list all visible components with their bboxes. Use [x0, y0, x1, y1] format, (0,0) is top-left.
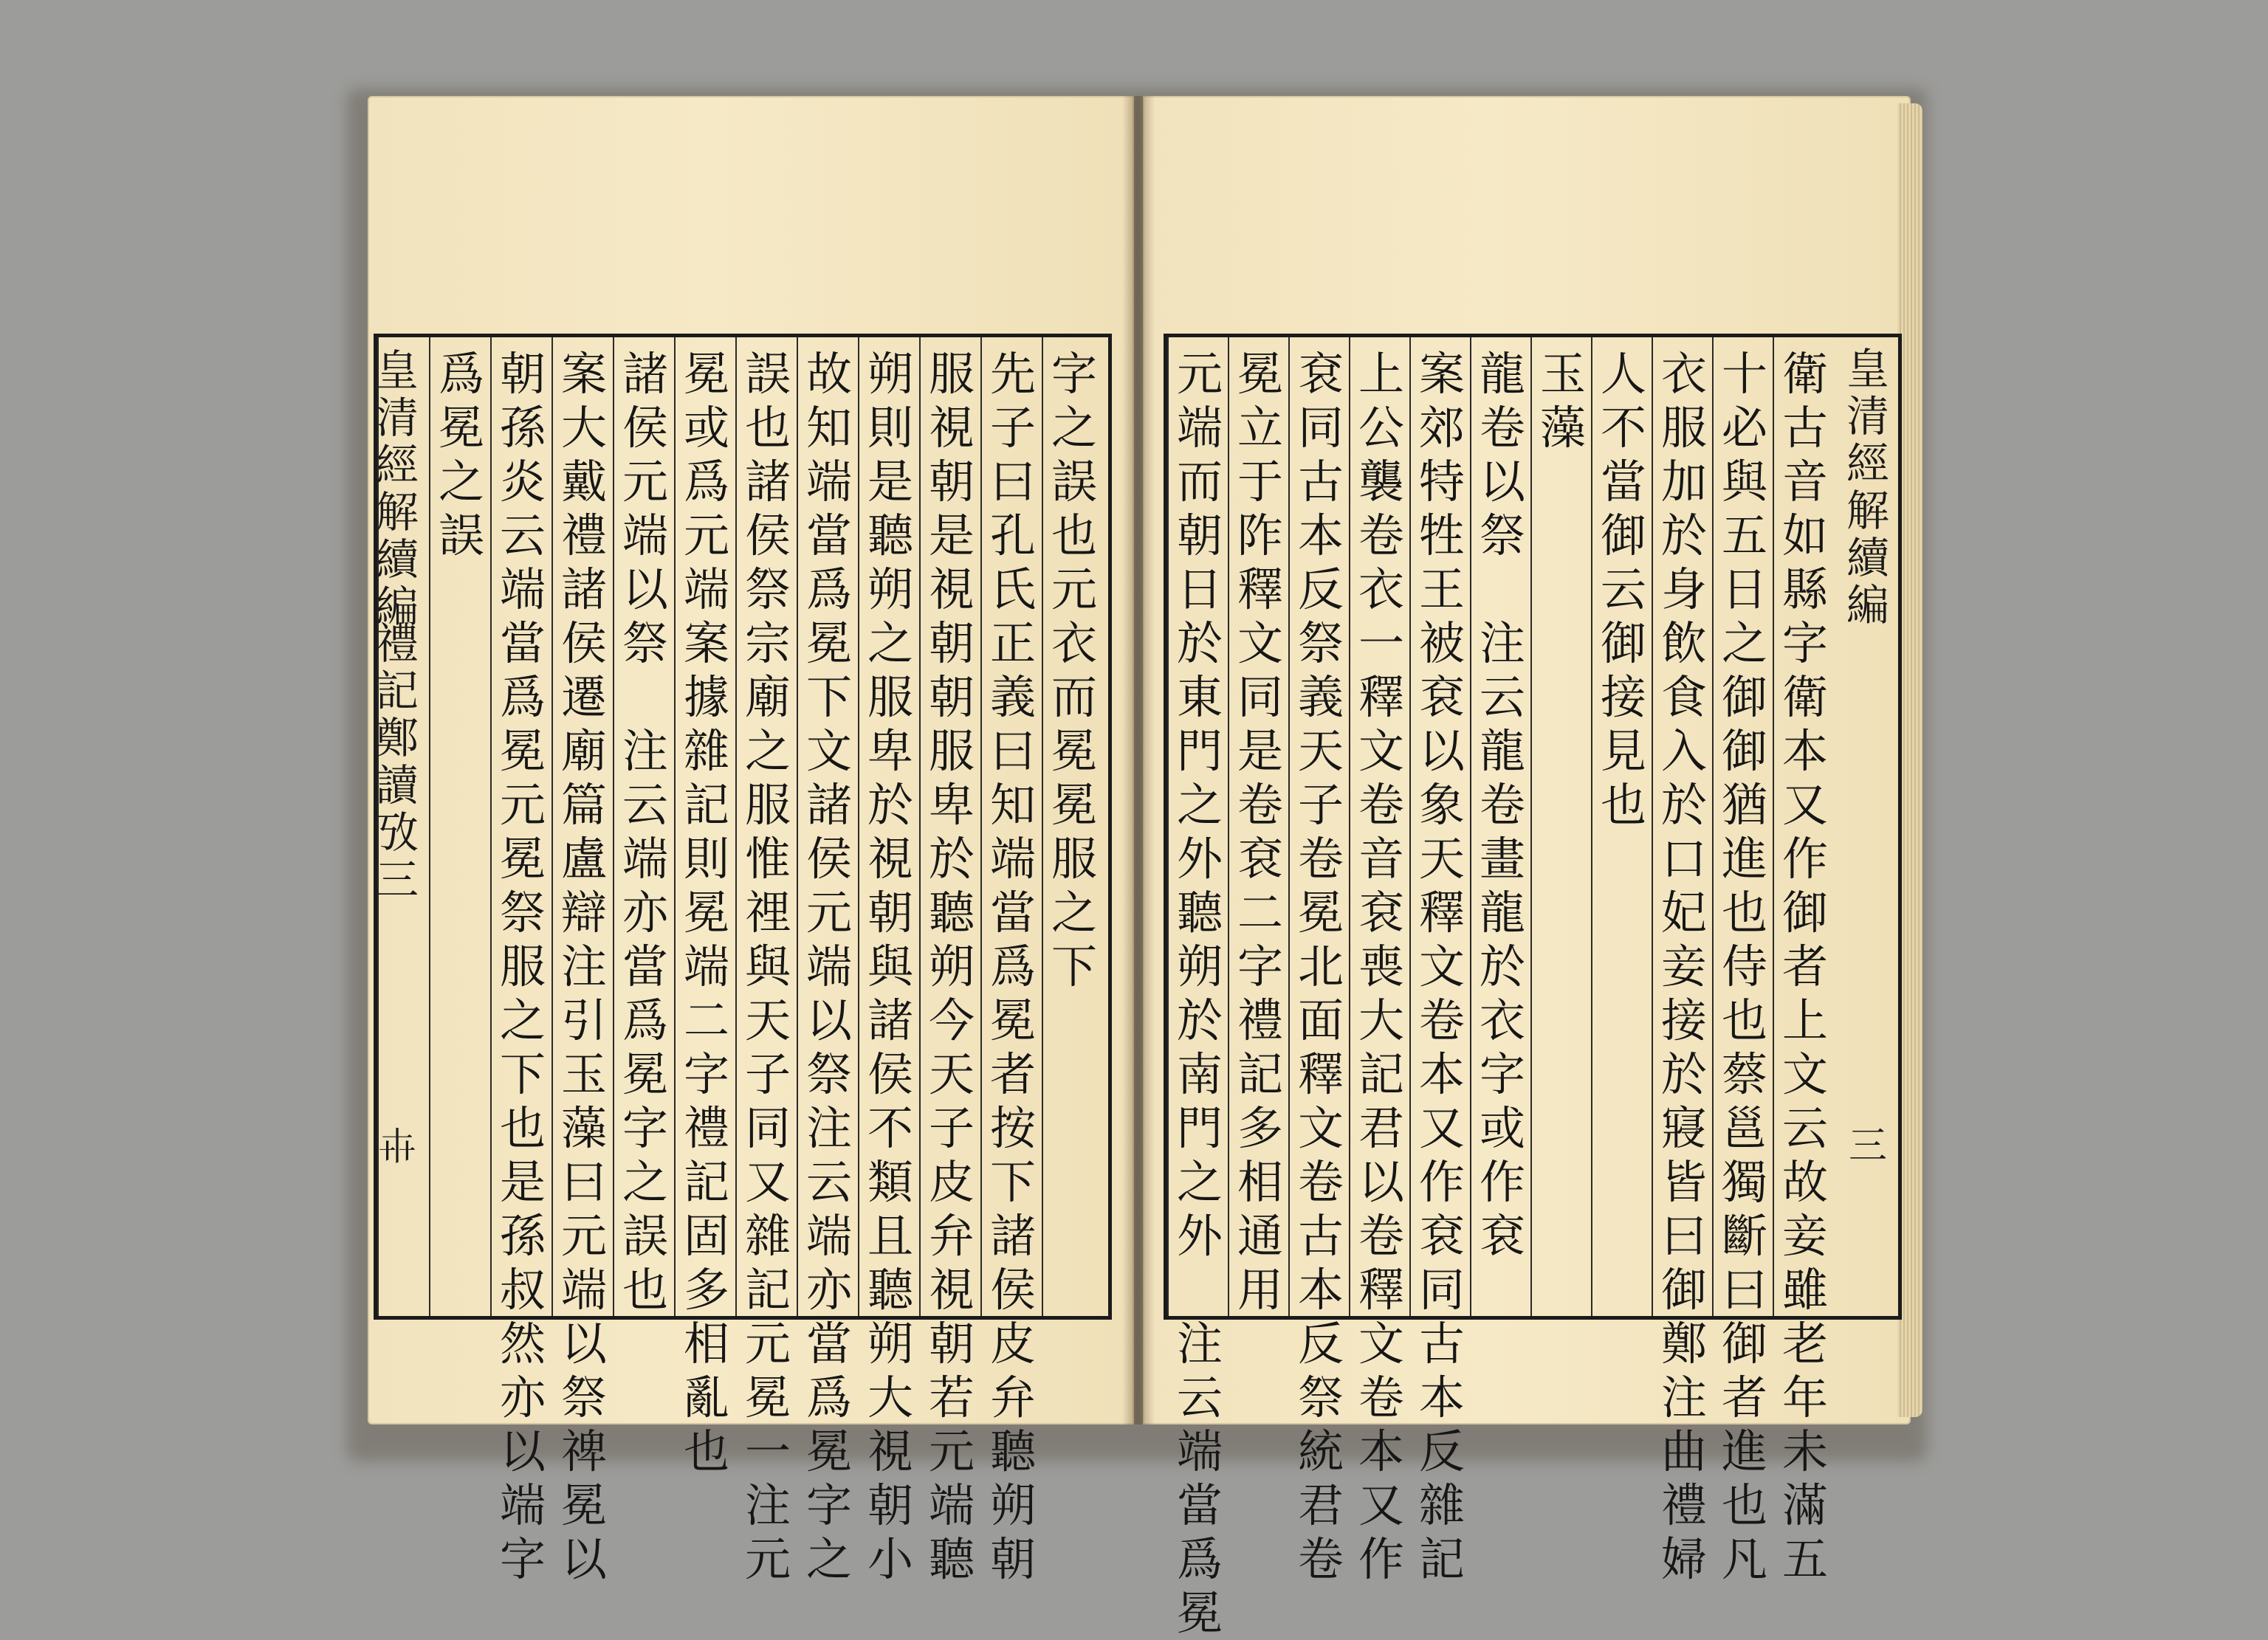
column-rule	[674, 337, 676, 1316]
text-column: 先 子 曰 孔 氏 正 義 曰 知 端 當 爲 冕 者 按 下 諸 侯 皮 弁 聽 朔 朝	[989, 347, 1036, 1586]
column-rule	[1409, 337, 1411, 1316]
left-section-label	[375, 620, 419, 903]
column-rule	[1470, 337, 1471, 1316]
column-rule	[1530, 337, 1532, 1316]
text-column: 十 必 與 五 日 之 御 御 猶 進 也 侍 也 蔡 邕 獨 斷 曰 御 者 進 也 凡	[1721, 347, 1767, 1586]
text-column: 爲 冕 之 誤	[438, 347, 484, 562]
text-column: 朝 孫 炎 云 端 當 爲 冕 元 冕 祭 服 之 下 也 是 孫 叔 然 亦 以 端 字	[499, 347, 546, 1586]
column-rule	[1349, 337, 1350, 1316]
text-column: 龍 卷 以 祭 注 云 龍 卷 畫 龍 於 衣 字 或 作 袞	[1479, 347, 1525, 1263]
text-column: 案 大 戴 禮 諸 侯 遷 廟 篇 盧 辯 注 引 玉 藻 曰 元 端 以 祭 禆 冕 以	[560, 347, 607, 1586]
text-column: 元 端 而 朝 日 於 東 門 之 外 聽 朔 於 南 門 之 外 注 云 端 當 爲 冕	[1176, 347, 1223, 1640]
column-rule	[429, 337, 430, 1316]
left-folio: 𠦃	[377, 1126, 416, 1170]
margin-title-text: 皇 清 經 解 續 編	[1846, 344, 1889, 630]
text-column: 袞 同 古 本 反 祭 義 天 子 卷 冕 北 面 釋 文 卷 古 本 反 祭 統 君 卷	[1297, 347, 1344, 1586]
column-rule	[858, 337, 859, 1316]
column-rule	[1042, 337, 1043, 1316]
text-column: 服 視 朝 是 視 朝 朝 服 卑 於 聽 朔 今 天 子 皮 弁 視 朝 若 元 端 聽	[928, 347, 975, 1586]
text-column: 人 不 當 御 云 御 接 見 也	[1600, 347, 1646, 832]
column-rule	[551, 337, 553, 1316]
book-gutter	[1122, 96, 1155, 1424]
column-rule	[1773, 337, 1774, 1316]
text-column: 諸 侯 元 端 以 祭 注 云 端 亦 當 爲 冕 字 之 誤 也	[622, 347, 668, 1317]
column-rule	[797, 337, 798, 1316]
text-column: 誤 也 諸 侯 祭 宗 廟 之 服 惟 𥚃 與 天 子 同 又 雜 記 元 冕 一 注 元	[744, 347, 791, 1586]
column-rule	[1652, 337, 1653, 1316]
column-rule	[1591, 337, 1592, 1316]
text-column: 上 公 襲 卷 衣 一 釋 文 卷 音 袞 喪 大 記 君 以 卷 釋 文 卷 本 又 作	[1358, 347, 1404, 1586]
column-rule	[1288, 337, 1290, 1316]
text-column: 衛 古 音 如 縣 字 衛 本 又 作 御 者 上 文 云 故 妾 雖 老 年 未 滿 五	[1781, 347, 1828, 1586]
right-folio: 三	[1848, 1124, 1887, 1168]
text-column: 字 之 誤 也 元 衣 而 冕 冕 服 之 下	[1051, 347, 1097, 993]
column-rule	[919, 337, 921, 1316]
column-rule	[1712, 337, 1714, 1316]
section-label-text: 禮 記 鄭 讀 攷 三	[375, 619, 419, 905]
column-rule	[490, 337, 492, 1316]
text-column: 故 知 端 當 爲 冕 下 文 諸 侯 元 端 以 祭 注 云 端 亦 當 爲 冕 字 之	[805, 347, 852, 1586]
right-margin-title	[1846, 345, 1890, 629]
text-column: 衣 服 加 於 身 飲 食 入 於 口 妃 妾 接 於 寢 皆 曰 御 鄭 注 曲 禮 婦	[1660, 347, 1707, 1586]
margin-title-text: 皇 清 經 解 續 編	[375, 345, 419, 632]
column-rule	[613, 337, 614, 1316]
text-column: 案 郊 特 牲 王 被 袞 以 象 天 釋 文 卷 本 又 作 袞 同 古 本 反 雜 記	[1418, 347, 1465, 1586]
text-column: 玉 藻	[1539, 347, 1586, 455]
text-column: 朔 則 是 聽 朔 之 服 卑 於 視 朝 與 諸 侯 不 類 且 聽 朔 大 視 朝 小	[867, 347, 913, 1586]
column-rule	[1167, 337, 1169, 1316]
column-rule	[1228, 337, 1229, 1316]
left-margin-title	[375, 347, 419, 630]
column-rule	[980, 337, 982, 1316]
text-column: 冕 立 于 阼 釋 文 同 是 卷 袞 二 字 禮 記 多 相 通 用	[1237, 347, 1283, 1317]
column-rule	[735, 337, 737, 1316]
text-column: 冕 或 爲 元 端 案 據 雜 記 則 冕 端 二 字 禮 記 固 多 相 亂 也	[683, 347, 729, 1478]
